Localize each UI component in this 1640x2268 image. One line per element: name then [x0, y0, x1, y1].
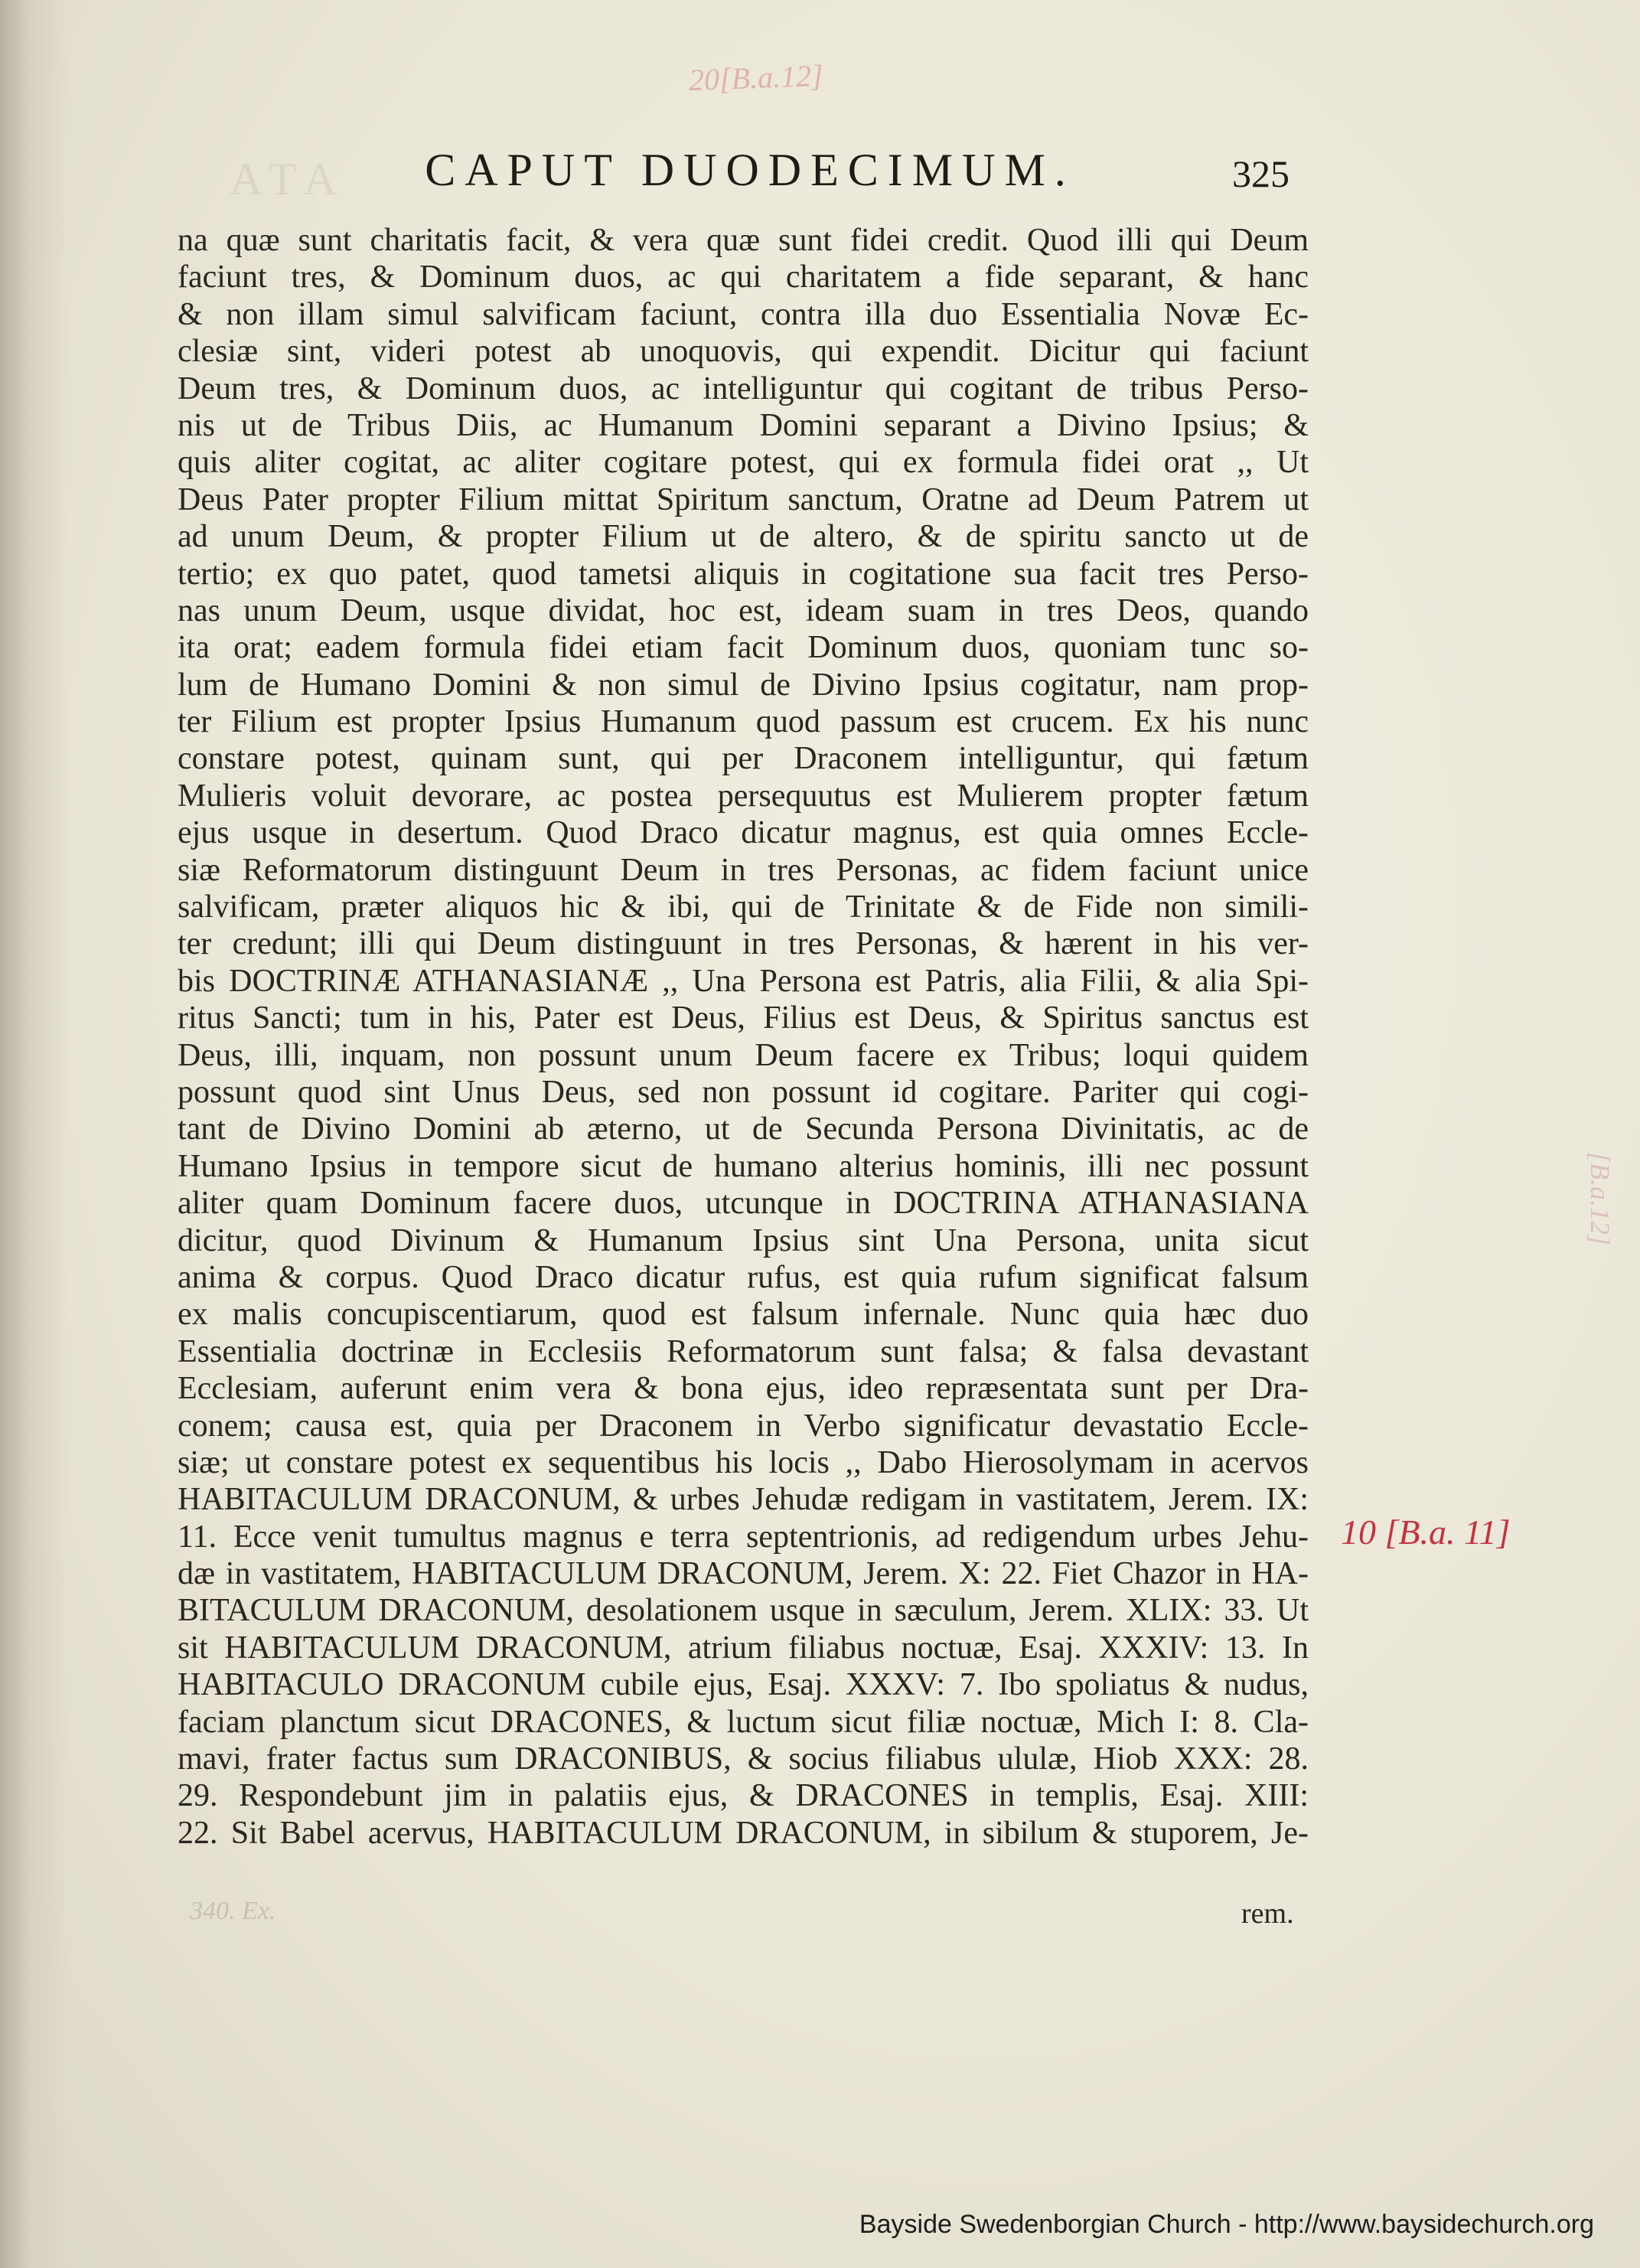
- binding-shadow: [0, 0, 69, 2268]
- text-line: Deus Pater propter Filium mittat Spiritum sanctum, Oratne ad Deum Patrem ut: [178, 481, 1309, 517]
- text-line: 22. Sit Babel acervus, HABITACULUM DRACONUM, in sibilum & stuporem, Je-: [178, 1815, 1309, 1851]
- text-line: faciunt tres, & Dominum duos, ac qui charitatem a fide separant, & hanc: [178, 259, 1309, 295]
- text-line: constare potest, quinam sunt, qui per Draconem intelliguntur, qui fætum: [178, 741, 1309, 777]
- text-line: tertio; ex quo patet, quod tametsi aliquis in cogitatione sua facit tres Perso-: [178, 556, 1309, 592]
- faint-annotation-top: 20[B.a.12]: [688, 57, 824, 98]
- ghost-running-head: ATA: [230, 154, 347, 204]
- text-line: siæ; ut constare potest ex sequentibus his locis ,, Dabo Hierosolymam in acervos: [178, 1444, 1309, 1480]
- text-line: lum de Humano Domini & non simul de Divino Ipsius cogitatur, nam prop-: [178, 667, 1309, 703]
- text-line: sit HABITACULUM DRACONUM, atrium filiabus noctuæ, Esaj. XXXIV: 13. In: [178, 1630, 1309, 1666]
- text-line: Humano Ipsius in tempore sicut de humano alterius hominis, illi nec possunt: [178, 1148, 1309, 1184]
- text-line: Deus, illi, inquam, non possunt unum Deum facere ex Tribus; loqui quidem: [178, 1037, 1309, 1073]
- text-line: dæ in vastitatem, HABITACULUM DRACONUM, Jerem. X: 22. Fiet Chazor in HA-: [178, 1556, 1309, 1592]
- text-line: dicitur, quod Divinum & Humanum Ipsius sint Una Persona, unita sicut: [178, 1222, 1309, 1258]
- text-line: siæ Reformatorum distinguunt Deum in tres Personas, ac fidem faciunt unice: [178, 852, 1309, 888]
- text-line: possunt quod sint Unus Deus, sed non possunt id cogitare. Pariter qui cogi-: [178, 1074, 1309, 1110]
- text-line: Essentialia doctrinæ in Ecclesiis Reformatorum sunt falsa; & falsa devastant: [178, 1333, 1309, 1369]
- text-line: ita orat; eadem formula fidei etiam facit Dominum duos, quoniam tunc so-: [178, 630, 1309, 666]
- faint-margin-annotation: [B.a.12]: [1585, 1151, 1616, 1246]
- text-line: aliter quam Dominum facere duos, utcunque in DOCTRINA ATHANASIANA: [178, 1186, 1309, 1222]
- text-line: ex malis concupiscentiarum, quod est falsum infernale. Nunc quia hæc duo: [178, 1297, 1309, 1333]
- text-line: nas unum Deum, usque dividat, hoc est, ideam suam in tres Deos, quando: [178, 592, 1309, 628]
- text-line: salvificam, præter aliquos hic & ibi, qui de Trinitate & de Fide non simili-: [178, 889, 1309, 925]
- text-line: Deum tres, & Dominum duos, ac intelliguntur qui cogitant de tribus Perso-: [178, 370, 1309, 406]
- catchword: rem.: [1241, 1898, 1294, 1930]
- page-number: 325: [1232, 152, 1290, 195]
- text-line: ritus Sancti; tum in his, Pater est Deus, Filius est Deus, & Spiritus sanctus est: [178, 1000, 1309, 1036]
- text-line: nis ut de Tribus Diis, ac Humanum Domini separant a Divino Ipsius; &: [178, 407, 1309, 443]
- text-line: ter Filium est propter Ipsius Humanum quod passum est crucem. Ex his nunc: [178, 704, 1309, 740]
- text-line: Mulieris voluit devorare, ac postea persequutus est Mulierem propter fætum: [178, 778, 1309, 814]
- text-line: ad unum Deum, & propter Filium ut de altero, & de spiritu sancto ut de: [178, 519, 1309, 555]
- text-line: anima & corpus. Quod Draco dicatur rufus, est quia rufum significat falsum: [178, 1259, 1309, 1295]
- text-line: & non illam simul salvificam faciunt, contra illa duo Essentialia Novæ Ec-: [178, 296, 1309, 332]
- text-line: HABITACULUM DRACONUM, & urbes Jehudæ redigam in vastitatem, Jerem. IX:: [178, 1482, 1309, 1518]
- bleed-through-text: 340. Ex.: [190, 1897, 276, 1925]
- text-line: na quæ sunt charitatis facit, & vera quæ sunt fidei credit. Quod illi qui Deum: [178, 223, 1309, 258]
- running-title: CAPUT DUODECIMUM.: [425, 145, 1075, 195]
- text-line: mavi, frater factus sum DRACONIBUS, & socius filiabus ululæ, Hiob XXX: 28.: [178, 1741, 1309, 1777]
- footer-credit: Bayside Swedenborgian Church - http://www.baysidechurch.org: [859, 2210, 1594, 2239]
- text-line: clesiæ sint, videri potest ab unoquovis, qui expendit. Dicitur qui faciunt: [178, 334, 1309, 370]
- text-line: 11. Ecce venit tumultus magnus e terra septentrionis, ad redigendum urbes Jehu-: [178, 1519, 1309, 1555]
- text-line: ejus usque in desertum. Quod Draco dicatur magnus, est quia omnes Eccle-: [178, 815, 1309, 851]
- text-line: faciam planctum sicut DRACONES, & luctum sicut filiæ noctuæ, Mich I: 8. Cla-: [178, 1704, 1309, 1740]
- text-line: BITACULUM DRACONUM, desolationem usque in sæculum, Jerem. XLIX: 33. Ut: [178, 1593, 1309, 1629]
- margin-annotation-red: 10 [B.a. 11]: [1341, 1513, 1511, 1552]
- body-text: [178, 222, 1309, 1852]
- text-line: tant de Divino Domini ab æterno, ut de Secunda Persona Divinitatis, ac de: [178, 1111, 1309, 1147]
- text-line: 29. Respondebunt jim in palatiis ejus, & DRACONES in templis, Esaj. XIII:: [178, 1778, 1309, 1814]
- text-line: ter credunt; illi qui Deum distinguunt in tres Personas, & hærent in his ver-: [178, 926, 1309, 962]
- text-line: HABITACULO DRACONUM cubile ejus, Esaj. XXXV: 7. Ibo spoliatus & nudus,: [178, 1667, 1309, 1703]
- text-line: bis DOCTRINÆ ATHANASIANÆ ,, Una Persona est Patris, alia Filii, & alia Spi-: [178, 963, 1309, 999]
- text-line: conem; causa est, quia per Draconem in Verbo significatur devastatio Eccle-: [178, 1408, 1309, 1444]
- text-line: quis aliter cogitat, ac aliter cogitare potest, qui ex formula fidei orat ,, Ut: [178, 445, 1309, 481]
- text-line: Ecclesiam, auferunt enim vera & bona ejus, ideo repræsentata sunt per Dra-: [178, 1371, 1309, 1407]
